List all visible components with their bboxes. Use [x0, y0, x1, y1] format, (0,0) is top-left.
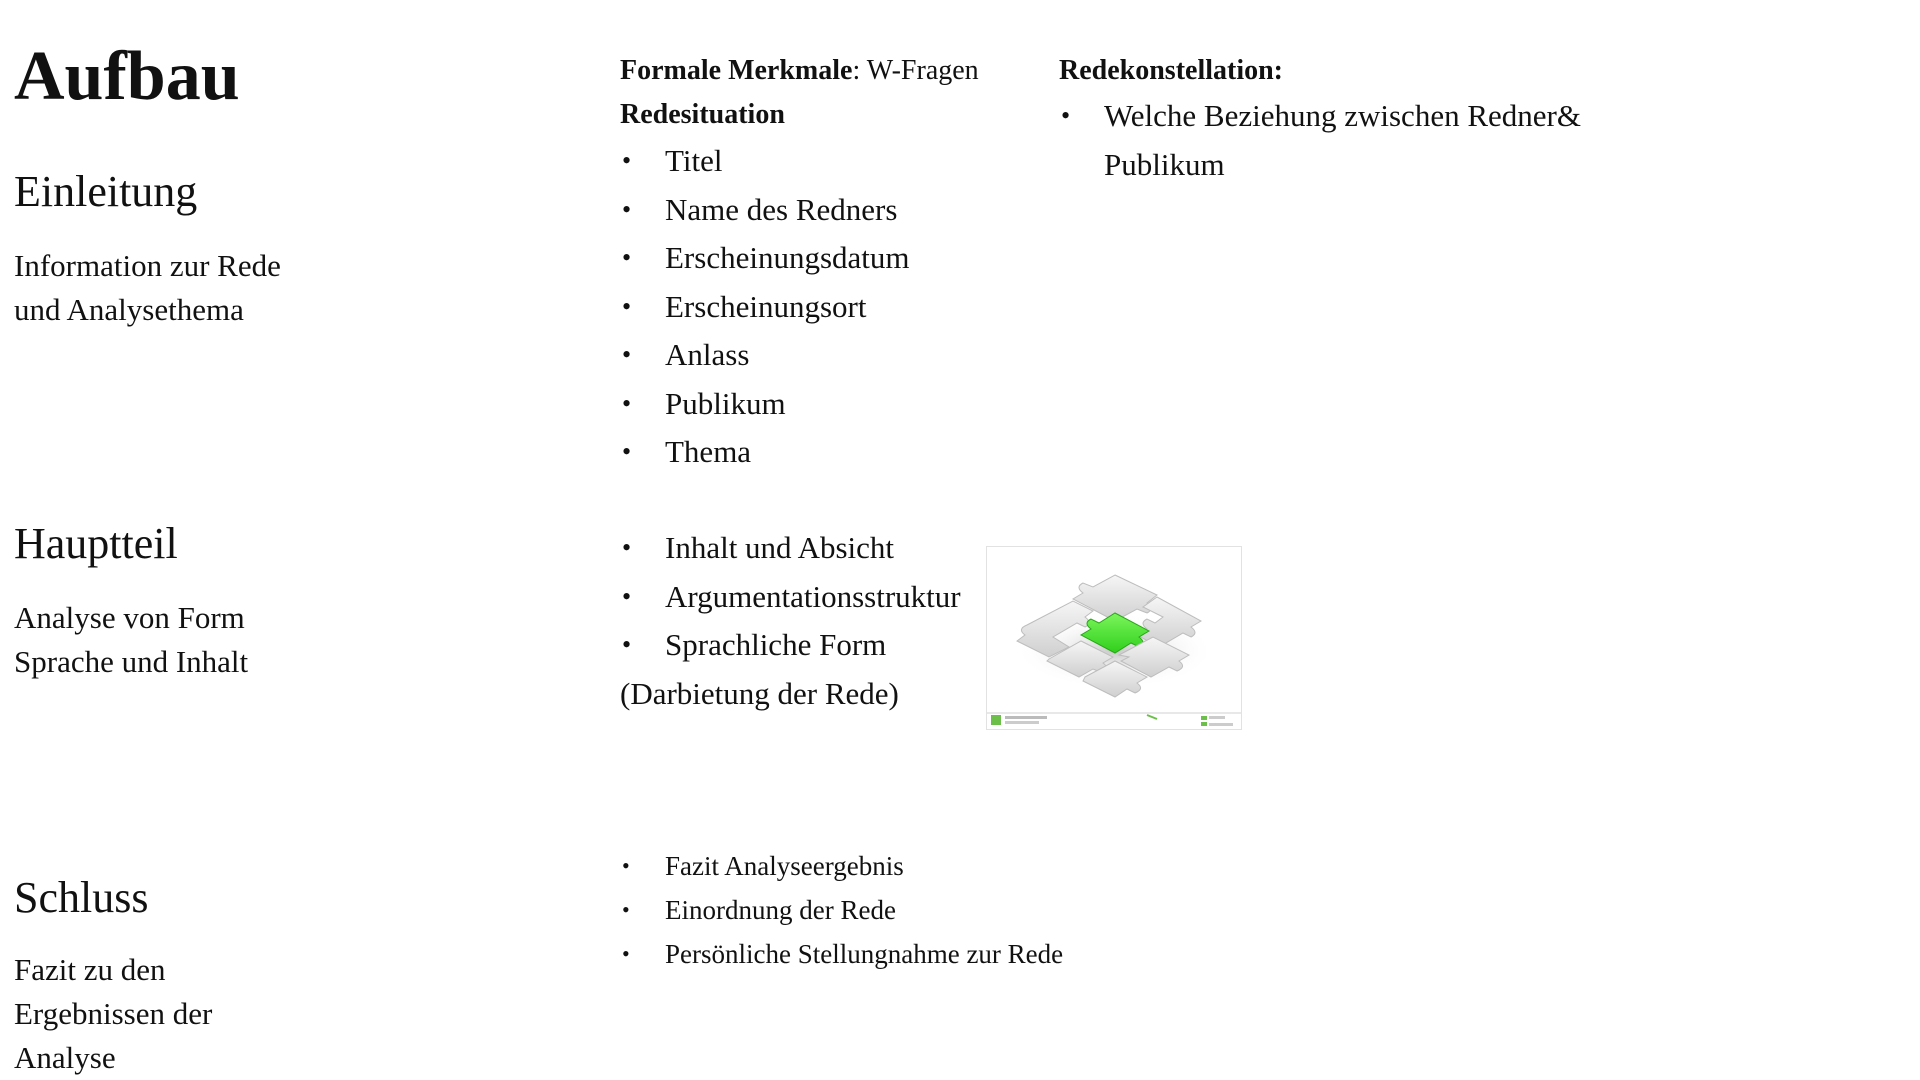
bullet-icon: • — [1061, 101, 1071, 130]
bullet-icon: • — [622, 533, 632, 562]
section-desc-schluss — [14, 948, 314, 1080]
puzzle-pieces-icon — [987, 547, 1241, 729]
formal-label-line — [620, 49, 979, 93]
section-heading-hauptteil: Hauptteil — [14, 519, 178, 568]
list-item: • Erscheinungsort — [620, 283, 1040, 332]
section-desc-hauptteil — [14, 596, 314, 684]
bullet-icon: • — [622, 146, 632, 175]
bullet-icon: • — [622, 437, 632, 466]
bullet-icon: • — [622, 194, 632, 224]
bullet-icon: • — [622, 897, 630, 922]
list-item: • Fazit Analyseergebnis — [620, 844, 1240, 888]
desc-line: Analyse — [14, 1040, 116, 1075]
list-item: • Erscheinungsdatum — [620, 234, 1040, 283]
redekonstellation-list — [1059, 92, 1679, 189]
bullet-icon: • — [622, 388, 632, 418]
list-item: • Einordnung der Rede — [620, 888, 1240, 932]
bullet-icon: • — [622, 853, 630, 878]
puzzle-image — [986, 546, 1242, 730]
list-item: • Publikum — [620, 380, 1040, 429]
list-item: • Thema — [620, 428, 1040, 477]
bullet-icon: • — [622, 340, 632, 369]
section-heading-einleitung: Einleitung — [14, 167, 198, 216]
darbietung-note: (Darbietung der Rede) — [620, 676, 899, 711]
bullet-icon: • — [622, 243, 632, 272]
list-item: • Titel — [620, 137, 1040, 186]
hauptteil-list — [620, 524, 1000, 670]
formal-label-suffix: : W-Fragen — [852, 55, 979, 86]
desc-line: Information zur Rede — [14, 248, 281, 283]
bullet-icon: • — [622, 630, 632, 659]
list-item: • Argumentationsstruktur — [620, 573, 1000, 622]
redesituation-list — [620, 137, 1040, 477]
redesituation-label: Redesituation — [620, 99, 785, 130]
list-item: • Name des Redners — [620, 186, 1040, 235]
desc-line: und Analysethema — [14, 292, 244, 327]
bullet-icon: • — [622, 581, 632, 611]
section-desc-einleitung — [14, 244, 314, 332]
page-title: Aufbau — [14, 38, 240, 115]
formal-label: Formale Merkmale — [620, 55, 853, 86]
list-item: • Welche Beziehung zwischen Redner& Publikum — [1059, 92, 1679, 189]
desc-line: Ergebnissen der — [14, 996, 213, 1031]
bullet-icon: • — [622, 291, 632, 321]
redekonstellation-label: Redekonstellation: — [1059, 55, 1283, 86]
list-item: • Anlass — [620, 331, 1040, 380]
list-item: • Persönliche Stellungnahme zur Rede — [620, 932, 1240, 976]
list-item: • Sprachliche Form — [620, 621, 1000, 670]
bullet-icon: • — [622, 941, 630, 966]
section-heading-schluss: Schluss — [14, 873, 149, 922]
desc-line: Analyse von Form — [14, 600, 245, 635]
desc-line: Sprache und Inhalt — [14, 644, 249, 679]
schluss-list — [620, 844, 1240, 976]
desc-line: Fazit zu den — [14, 952, 166, 987]
list-item: • Inhalt und Absicht — [620, 524, 1000, 573]
